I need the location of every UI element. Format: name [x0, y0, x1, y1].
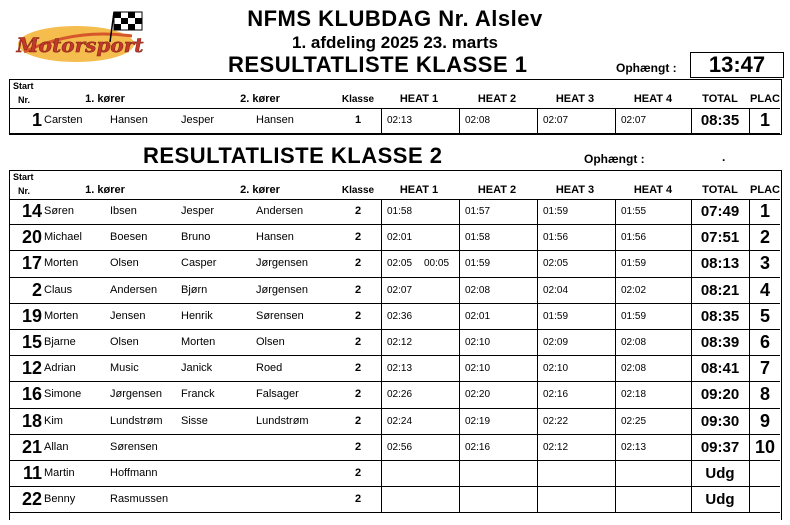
column-divider	[381, 108, 382, 133]
driver1-last: Rasmussen	[110, 493, 169, 506]
driver1-last: Ibsen	[110, 205, 137, 217]
table-row	[10, 356, 780, 382]
placement: 8	[759, 384, 770, 405]
driver1-first: Bjarne	[44, 336, 76, 348]
col-heat2: HEAT 2	[477, 93, 517, 105]
column-divider	[749, 461, 750, 486]
placement: 1	[759, 110, 770, 130]
placement: 3	[759, 253, 770, 274]
heat3-time: 02:05	[543, 258, 569, 270]
driver1-last: Jensen	[110, 309, 146, 322]
column-divider	[691, 108, 692, 133]
column-divider	[459, 330, 460, 355]
column-divider	[381, 409, 382, 434]
klasse1-ophaengt-label: Ophængt :	[616, 61, 677, 75]
total-time: 08:41	[700, 360, 740, 378]
column-divider	[459, 225, 460, 250]
col-driver2: 2. kører	[240, 93, 280, 105]
event-title: NFMS KLUBDAG Nr. Alslev	[247, 6, 543, 31]
heat1-time: 02:01	[387, 232, 413, 244]
heat2-time: 02:10	[465, 337, 491, 348]
total-time: 09:20	[700, 386, 740, 404]
table-row	[10, 199, 780, 225]
klasse-value: 1	[354, 114, 362, 126]
driver2-last: Andersen	[256, 205, 304, 217]
heat3-time: 01:59	[543, 310, 569, 322]
column-divider	[691, 330, 692, 355]
heat2-time: 01:57	[465, 206, 491, 217]
klasse-value: 2	[354, 467, 362, 479]
col-klasse: Klasse	[341, 185, 375, 196]
column-divider	[749, 487, 750, 512]
klasse-value: 2	[354, 205, 362, 217]
column-divider	[691, 382, 692, 407]
col-start-top: Start	[13, 172, 34, 182]
event-subtitle: 1. afdeling 2025 23. marts	[292, 33, 498, 52]
driver2-first: Henrik	[181, 309, 213, 322]
driver1-first: Claus	[44, 283, 73, 296]
column-divider	[381, 435, 382, 460]
driver1-last: Hansen	[110, 114, 148, 126]
driver1-first: Martin	[44, 467, 75, 479]
col-heat1: HEAT 1	[399, 93, 439, 105]
driver2-last: Falsager	[256, 388, 299, 401]
heat1-penalty	[424, 461, 457, 486]
total-time: 08:13	[700, 255, 740, 273]
col-klasse: Klasse	[341, 94, 375, 105]
column-divider	[749, 304, 750, 329]
heat2-time: 01:59	[465, 258, 491, 270]
heat4-time: 02:25	[621, 415, 647, 427]
placement: 2	[759, 227, 770, 248]
driver1-last: Olsen	[110, 257, 139, 270]
heat3-time	[543, 487, 613, 512]
heat2-time: 02:19	[465, 415, 491, 427]
column-divider	[459, 304, 460, 329]
heat2-time: 02:08	[465, 115, 491, 126]
driver1-first: Kim	[44, 414, 63, 427]
heat1-time: 02:24	[387, 415, 413, 427]
column-divider	[459, 108, 460, 133]
column-divider	[691, 199, 692, 224]
column-divider	[381, 487, 382, 512]
column-divider	[615, 461, 616, 486]
heat3-time: 02:12	[543, 441, 569, 453]
klasse1-table	[9, 79, 782, 135]
start-number: 12	[21, 358, 42, 379]
column-divider	[537, 278, 538, 303]
driver2-first	[181, 461, 253, 486]
heat3-time: 02:07	[543, 115, 569, 126]
heat3-time: 02:09	[543, 337, 569, 348]
driver2-first: Bruno	[181, 231, 211, 244]
col-plac: PLAC	[750, 184, 780, 196]
column-divider	[537, 199, 538, 224]
column-divider	[749, 435, 750, 460]
heat3-time: 01:59	[543, 206, 569, 217]
column-divider	[615, 304, 616, 329]
placement: 1	[759, 201, 770, 221]
driver2-first: Franck	[181, 388, 215, 401]
table-row	[10, 461, 780, 487]
column-divider	[537, 251, 538, 276]
klasse-value: 2	[354, 388, 362, 401]
driver2-last: Jørgensen	[256, 283, 308, 296]
placement: 6	[759, 332, 770, 352]
heat3-time	[543, 461, 613, 486]
start-number: 21	[21, 436, 42, 457]
klasse2-ophaengt-label: Ophængt :	[584, 152, 645, 166]
driver2-first: Casper	[181, 257, 217, 270]
col-plac: PLAC	[750, 93, 780, 105]
column-divider	[459, 461, 460, 486]
start-number: 15	[21, 332, 42, 352]
column-divider	[749, 382, 750, 407]
driver1-last: Sørensen	[110, 440, 158, 453]
column-divider	[381, 278, 382, 303]
table-row	[10, 278, 780, 304]
heat1-penalty	[424, 304, 457, 329]
heat1-time: 02:13	[387, 363, 413, 375]
start-number: 20	[21, 227, 42, 248]
heat1-penalty	[424, 356, 457, 381]
column-divider	[749, 108, 750, 133]
placement	[749, 487, 781, 512]
placement: 4	[759, 279, 770, 300]
driver1-first: Allan	[44, 440, 69, 453]
start-number: 18	[21, 410, 42, 431]
driver2-first	[181, 435, 253, 460]
col-heat3: HEAT 3	[555, 184, 595, 196]
heat2-time: 02:01	[465, 310, 491, 322]
klasse-value: 2	[354, 231, 362, 244]
heat2-time	[465, 461, 535, 486]
column-divider	[615, 356, 616, 381]
column-divider	[615, 108, 616, 133]
driver2-first: Bjørn	[181, 283, 208, 296]
heat1-penalty	[424, 435, 457, 460]
heat3-time: 02:22	[543, 415, 569, 427]
placement: 9	[759, 410, 770, 431]
driver1-last: Music	[110, 362, 139, 375]
heat4-time: 01:55	[621, 206, 647, 217]
driver1-first: Simone	[44, 388, 82, 401]
column-divider	[691, 251, 692, 276]
heat4-time: 02:08	[621, 337, 647, 348]
column-divider	[381, 304, 382, 329]
heat1-time: 02:26	[387, 389, 413, 401]
column-divider	[691, 304, 692, 329]
driver2-last: Lundstrøm	[256, 414, 309, 427]
placement: 5	[759, 305, 770, 326]
table-header	[10, 171, 780, 200]
driver2-first: Jesper	[181, 114, 215, 126]
column-divider	[615, 435, 616, 460]
klasse-value: 2	[354, 362, 362, 375]
driver1-last: Jørgensen	[110, 388, 162, 401]
driver2-last: Olsen	[256, 336, 285, 348]
column-divider	[537, 409, 538, 434]
column-divider	[615, 409, 616, 434]
table-row	[10, 330, 780, 356]
column-divider	[691, 409, 692, 434]
column-divider	[537, 382, 538, 407]
total-time: 08:35	[700, 307, 740, 325]
col-total: TOTAL	[702, 184, 738, 196]
svg-text:Motorsport: Motorsport	[16, 33, 144, 57]
heat1-time	[387, 487, 427, 512]
table-row	[10, 225, 780, 251]
col-start-top: Start	[13, 81, 34, 91]
driver1-first: Morten	[44, 309, 79, 322]
heat1-time	[387, 461, 427, 486]
table-row	[10, 108, 780, 134]
column-divider	[381, 356, 382, 381]
klasse2-table	[9, 170, 782, 520]
column-divider	[537, 108, 538, 133]
total-time: 08:39	[700, 334, 740, 351]
heat1-penalty	[424, 382, 457, 407]
column-divider	[381, 225, 382, 250]
heat4-time: 02:02	[621, 284, 647, 296]
driver1-first: Morten	[44, 257, 79, 270]
column-divider	[459, 356, 460, 381]
heat1-penalty	[424, 108, 457, 133]
heat2-time: 02:20	[465, 389, 491, 401]
col-start-bottom: Nr.	[18, 95, 31, 105]
column-divider	[615, 382, 616, 407]
heat3-time: 01:56	[543, 232, 569, 244]
driver1-last: Andersen	[110, 283, 158, 296]
column-divider	[537, 356, 538, 381]
klasse-value: 2	[354, 336, 362, 348]
column-divider	[537, 330, 538, 355]
driver1-last: Lundstrøm	[110, 414, 163, 427]
driver1-last: Boesen	[110, 231, 148, 244]
driver1-first: Benny	[44, 493, 76, 506]
heat1-penalty	[424, 278, 457, 303]
heat1-penalty	[424, 330, 457, 355]
table-row	[10, 409, 780, 435]
column-divider	[537, 461, 538, 486]
heat3-time: 02:04	[543, 284, 569, 296]
column-divider	[537, 487, 538, 512]
column-divider	[459, 435, 460, 460]
total-time: Udg	[705, 491, 735, 509]
heat1-penalty	[424, 409, 457, 434]
start-number: 17	[21, 253, 42, 274]
heat1-penalty	[424, 225, 457, 250]
driver1-first: Søren	[44, 205, 74, 217]
total-time: Udg	[705, 465, 735, 482]
heat1-penalty: 00:05	[424, 258, 450, 270]
driver2-last	[256, 435, 336, 460]
col-heat4: HEAT 4	[633, 93, 673, 105]
heat1-penalty	[424, 487, 457, 512]
heat2-time: 02:08	[465, 284, 491, 296]
start-number: 19	[21, 305, 42, 326]
start-number: 2	[31, 279, 42, 300]
column-divider	[691, 225, 692, 250]
column-divider	[691, 356, 692, 381]
heat4-time	[621, 461, 691, 486]
heat1-time: 02:36	[387, 310, 413, 322]
column-divider	[691, 487, 692, 512]
start-number: 1	[31, 110, 42, 130]
table-row	[10, 304, 780, 330]
driver2-last	[256, 461, 336, 486]
column-divider	[537, 225, 538, 250]
column-divider	[459, 251, 460, 276]
driver2-first: Sisse	[181, 414, 208, 427]
driver2-last: Jørgensen	[256, 257, 308, 270]
column-divider	[381, 330, 382, 355]
total-time: 08:21	[700, 281, 740, 299]
column-divider	[459, 278, 460, 303]
placement: 7	[759, 358, 770, 379]
column-divider	[381, 199, 382, 224]
column-divider	[749, 225, 750, 250]
heat4-time: 01:59	[621, 310, 647, 322]
driver2-first: Morten	[181, 336, 216, 348]
driver2-first	[181, 487, 253, 512]
total-time: 09:30	[700, 412, 740, 430]
driver1-first: Adrian	[44, 362, 76, 375]
heat4-time: 01:59	[621, 258, 647, 270]
column-divider	[381, 251, 382, 276]
heat4-time: 01:56	[621, 232, 647, 244]
heat2-time	[465, 487, 535, 512]
driver1-first: Michael	[44, 231, 82, 244]
driver2-last: Hansen	[256, 231, 294, 244]
total-time: 07:51	[700, 229, 740, 247]
col-driver2: 2. kører	[240, 184, 280, 196]
klasse2-ophaengt-time: .	[722, 150, 726, 164]
heat1-time: 02:12	[387, 337, 413, 348]
column-divider	[459, 487, 460, 512]
column-divider	[691, 278, 692, 303]
column-divider	[749, 251, 750, 276]
heat1-time: 02:56	[387, 441, 413, 453]
driver1-last: Hoffmann	[110, 467, 158, 479]
column-divider	[749, 356, 750, 381]
col-driver1: 1. kører	[85, 184, 125, 196]
column-divider	[691, 435, 692, 460]
driver2-first: Jesper	[181, 205, 215, 217]
heat1-time: 01:58	[387, 206, 413, 217]
driver1-last: Olsen	[110, 336, 139, 348]
klasse-value: 2	[354, 414, 362, 427]
driver2-last: Sørensen	[256, 309, 304, 322]
col-heat4: HEAT 4	[633, 184, 673, 196]
column-divider	[459, 382, 460, 407]
start-number: 11	[22, 463, 42, 483]
table-row	[10, 382, 780, 408]
driver2-last: Hansen	[256, 114, 294, 126]
driver2-last	[256, 487, 336, 512]
placement: 10	[754, 436, 776, 457]
klasse-value: 2	[354, 309, 362, 322]
column-divider	[615, 225, 616, 250]
col-heat2: HEAT 2	[477, 184, 517, 196]
start-number: 22	[21, 489, 42, 510]
klasse-value: 2	[354, 283, 362, 296]
klasse-value: 2	[354, 440, 362, 453]
heat1-penalty	[424, 199, 457, 224]
heat2-time: 02:16	[465, 441, 491, 453]
column-divider	[749, 278, 750, 303]
column-divider	[381, 461, 382, 486]
heat3-time: 02:10	[543, 363, 569, 375]
table-row	[10, 251, 780, 277]
total-time: 08:35	[700, 112, 740, 129]
klasse1-ophaengt-time: 13:47	[690, 52, 784, 78]
heat1-time: 02:05	[387, 258, 413, 270]
driver2-first: Janick	[181, 362, 213, 375]
col-heat3: HEAT 3	[555, 93, 595, 105]
start-number: 14	[21, 201, 42, 221]
column-divider	[615, 330, 616, 355]
column-divider	[749, 409, 750, 434]
column-divider	[459, 409, 460, 434]
heat2-time: 01:58	[465, 232, 491, 244]
column-divider	[615, 199, 616, 224]
heat4-time: 02:08	[621, 363, 647, 375]
col-driver1: 1. kører	[85, 93, 125, 105]
klasse-value: 2	[354, 257, 362, 270]
heat4-time: 02:07	[621, 115, 647, 126]
heat2-time: 02:10	[465, 363, 491, 375]
start-number: 16	[21, 384, 42, 405]
heat3-time: 02:16	[543, 389, 569, 401]
heat4-time	[621, 487, 691, 512]
table-header	[10, 80, 780, 109]
column-divider	[381, 382, 382, 407]
column-divider	[537, 435, 538, 460]
table-row	[10, 487, 780, 513]
col-heat1: HEAT 1	[399, 184, 439, 196]
column-divider	[459, 199, 460, 224]
heat1-time: 02:07	[387, 284, 413, 296]
total-time: 09:37	[700, 438, 740, 456]
column-divider	[615, 487, 616, 512]
col-start-bottom: Nr.	[18, 186, 31, 196]
heat1-time: 02:13	[387, 115, 413, 126]
column-divider	[615, 251, 616, 276]
col-total: TOTAL	[702, 93, 738, 105]
driver2-last: Roed	[256, 362, 283, 375]
klasse1-title: RESULTATLISTE KLASSE 1	[228, 52, 528, 77]
klasse2-title: RESULTATLISTE KLASSE 2	[143, 143, 443, 168]
column-divider	[537, 304, 538, 329]
table-row	[10, 435, 780, 461]
driver1-first: Carsten	[44, 114, 83, 126]
column-divider	[749, 199, 750, 224]
klasse-value: 2	[354, 493, 362, 506]
column-divider	[691, 461, 692, 486]
heat4-time: 02:18	[621, 389, 647, 401]
column-divider	[615, 278, 616, 303]
column-divider	[749, 330, 750, 355]
placement	[749, 461, 781, 486]
total-time: 07:49	[700, 203, 740, 220]
heat4-time: 02:13	[621, 441, 647, 453]
